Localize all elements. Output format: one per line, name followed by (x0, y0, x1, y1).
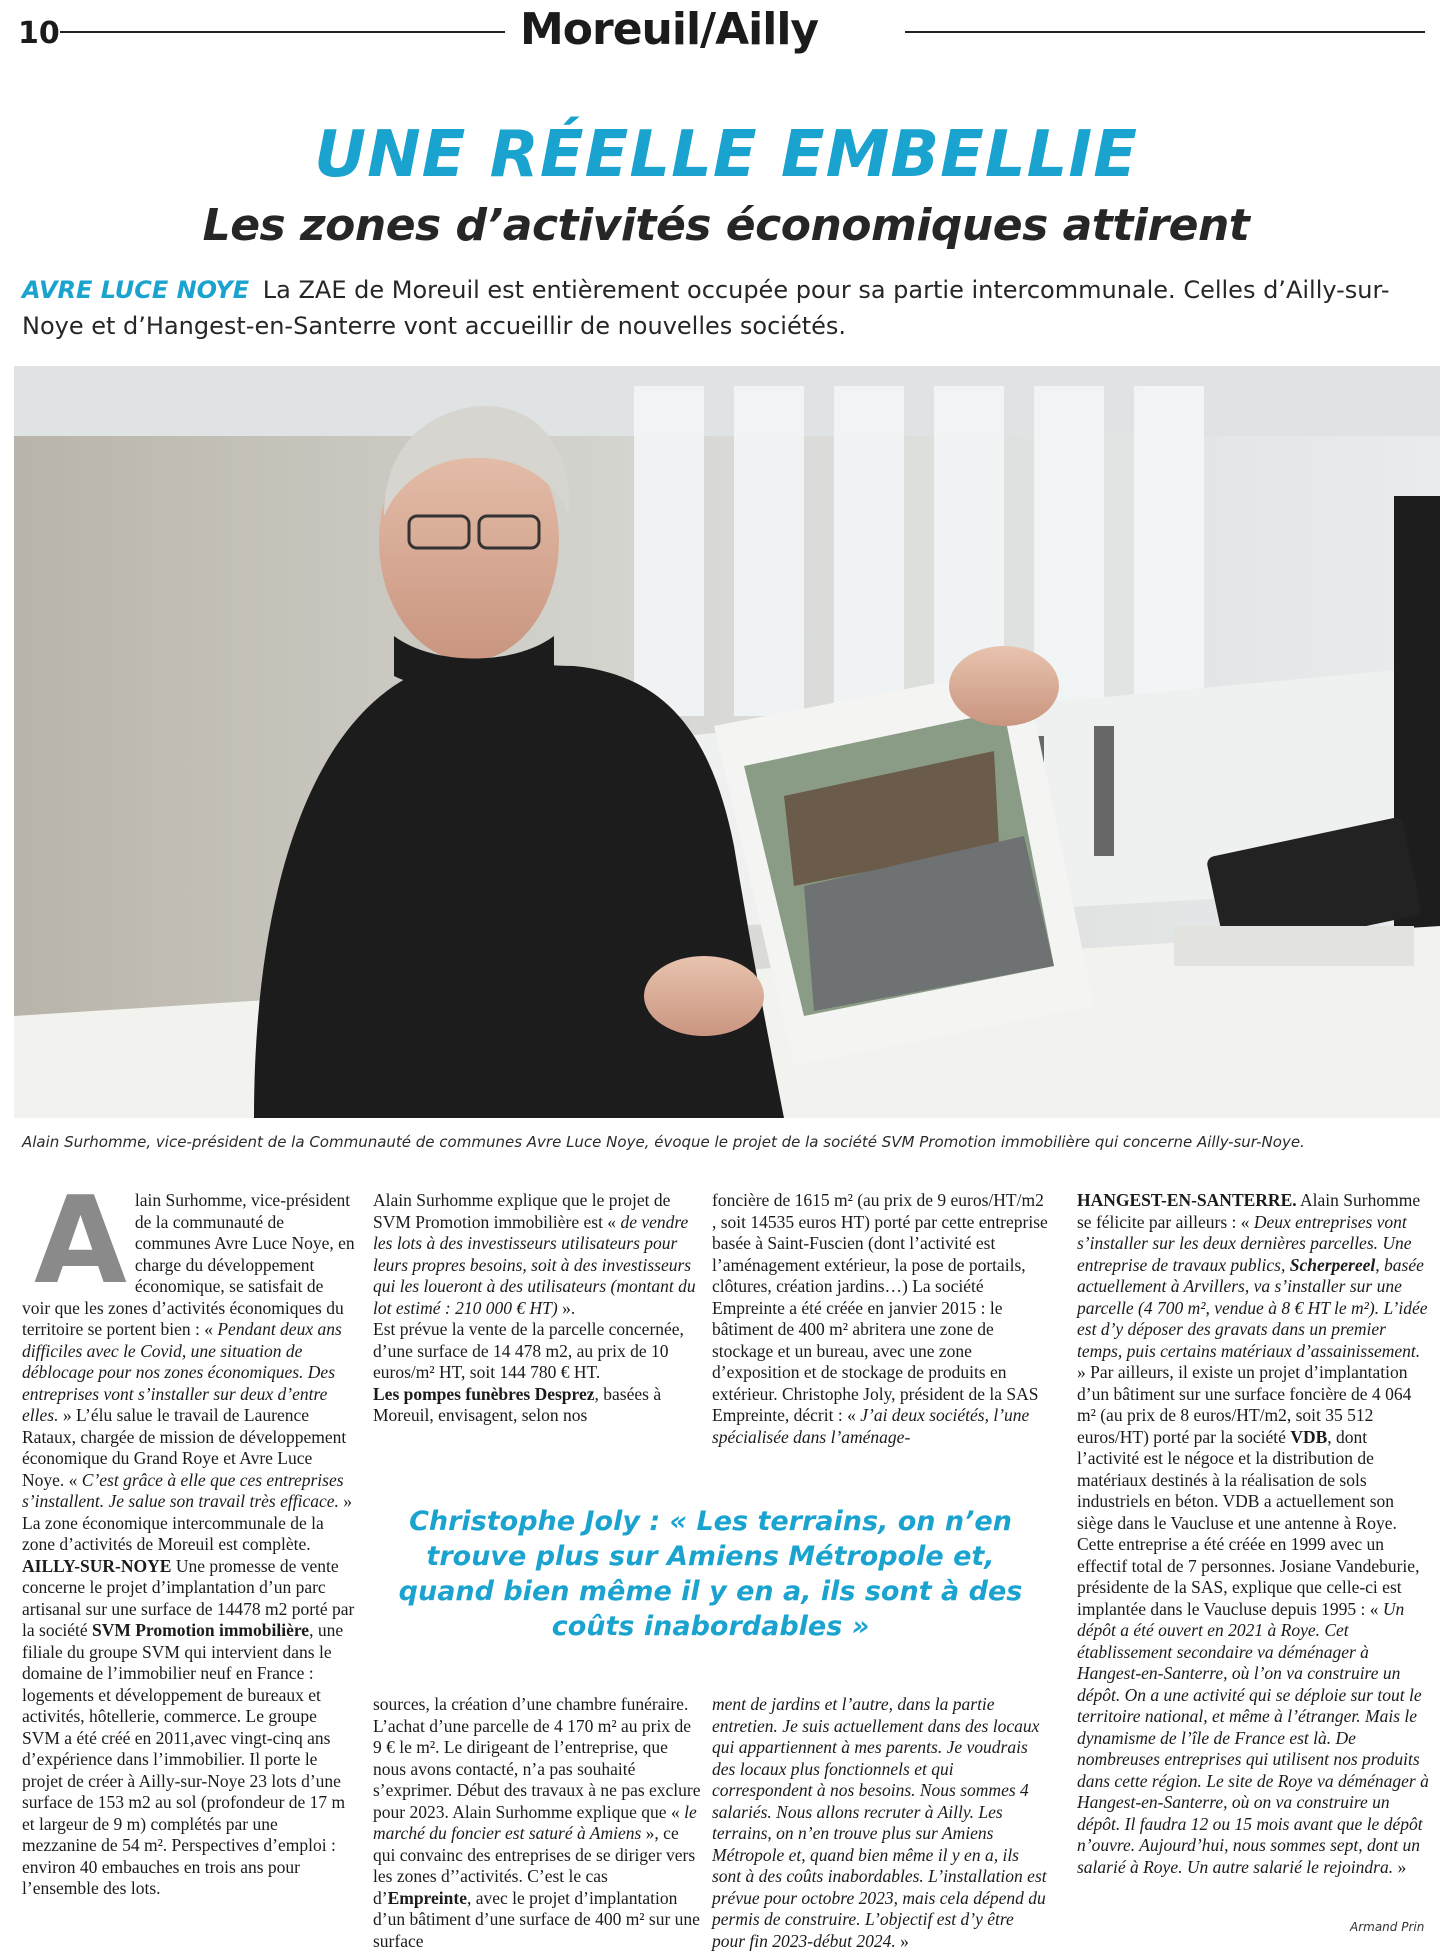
paragraph (373, 1694, 703, 1951)
bold-run: Empreinte (387, 1887, 467, 1908)
article-headline: Les zones d’activités économiques attirent (202, 200, 1250, 251)
text-run: , dont l’activité est le négoce et la distribution de matériaux destinés à la réalisation de sols industriels en béton. VDB a actuellement son siège dans le Vaucluse et une antenne à Roye. Cette entreprise a été créée en 1999 avec un effectif total de 7 personnes. Josiane Vandeburie, présidente de la SAS, explique que celle-ci est implantée dans le Vaucluse depuis 1995 : « (1077, 1426, 1420, 1619)
quote-run: ment de jardins et l’autre, dans la partie entretien. Je suis actuellement dans des locaux qui appartiennent à mes parents. Je voudrais des locaux plus fonctionnels et qui correspondent à nos besoins. Nous sommes 4 salariés. Nous allons recruter à Ailly. Les terrains, on n’en trouve plus sur Amiens Métropole et, quand bien même il y en a, ils sont à des coûts inabordables. L’installation est prévue pour octobre 2023, mais cela dépend du permis de construire. L’objectif est d’y être pour fin 2023-début 2024. (712, 1694, 1047, 1951)
page-number: 10 (18, 16, 60, 51)
lead-text: La ZAE de Moreuil est entièrement occupée pour sa partie intercommunale. Celles d’Ailly-sur-Noye et d’Hangest-en-Santerre vont accueillir de nouvelles sociétés. (22, 276, 1390, 340)
subhead: HANGEST-EN-SANTERRE. (1077, 1190, 1297, 1210)
photo-caption: Alain Surhomme, vice-président de la Communauté de communes Avre Luce Noye, évoque le projet de la société SVM Promotion immobilière qui concerne Ailly-sur-Noye. (22, 1133, 1305, 1151)
column-4 (1077, 1190, 1429, 1878)
text-run: » (895, 1930, 909, 1951)
quote-run: le marché du foncier est saturé à Amiens (373, 1801, 697, 1843)
bold-run: Les pompes funèbres Desprez (373, 1383, 595, 1404)
dropcap: A (34, 1172, 127, 1311)
quote-run: Deux entreprises vont s’installer sur les deux dernières parcelles. Une entreprise de travaux publics, (1077, 1211, 1412, 1275)
paragraph (22, 1556, 355, 1900)
quote-run: Un dépôt a été ouvert en 2021 à Roye. Cet établissement secondaire va déménager à Hangest-en-Santerre, où l’on va construire un dépôt. On a une activité qui se déploie sur tout le territoire national, et même à l’étranger. Mais le dynamisme de l’île de France est là. De nombreuses entreprises qui utilisent nos produits dans cette région. Le site de Roye va déménager à Hangest-en-Santerre, où on va construire un dépôt. Il faudra 12 ou 15 mois avant que le dépôt n’ouvre. Aujourd’hui, nous sommes sept, dont un salarié à Roye. Un autre salarié le rejoindra. (1077, 1598, 1429, 1877)
paragraph (22, 1172, 355, 1513)
paragraph (1077, 1190, 1429, 1878)
subhead: AILLY-SUR-NOYE (22, 1555, 172, 1576)
text-run: , une filiale du groupe SVM qui intervient dans le domaine de l’immobilier neuf en France : logements et développement de bureaux et activités, hôtellerie, commerce. Le groupe SVM a été créé en 2011,avec vingt-cinq ans d’expérience dans l’immobilier. Il porte le projet de créer à Ailly-sur-Noye 23 lots d’une surface de 153 m2 au sol (profondeur de 17 m et largeur de 9 m) complétés par une mezzanine de 54 m². Perspectives d’emploi : environ 40 embauches en trois ans pour l’ensemble des lots. (22, 1620, 346, 1898)
quote-run: de vendre les lots à des investisseurs utilisateurs pour leurs propres besoins, soit à des investisseurs qui les loueront à des utilisateurs (montant du lot estimé : 210 000 € HT) (373, 1211, 696, 1318)
bold-italic-run: Scherpereel (1289, 1254, 1376, 1275)
quote-run: , basée actuellement à Arvillers, va s’installer sur une parcelle (4 700 m², vendue à 8 € HT le m²). L’idée est d’y déposer des gravats dans un premier temps, puis certains matériaux d’assainissement. (1077, 1254, 1428, 1361)
column-1 (22, 1172, 355, 1900)
photographer-signature: Armand Prin (1350, 1920, 1425, 1934)
section-title: Moreuil/Ailly (520, 4, 819, 55)
text-run: sources, la création d’une chambre funéraire. L’achat d’une parcelle de 4 170 m² au prix de 9 € le m². Le dirigeant de l’entreprise, que nous avons contacté, n’a pas souhaité s’exprimer. Début des travaux à ne pas exclure pour 2023. Alain Surhomme explique que « (373, 1694, 701, 1822)
quote-run: J’ai deux sociétés, l’une spécialisée dans l’aménage- (712, 1405, 1030, 1447)
paragraph (373, 1190, 703, 1319)
column-3 (712, 1190, 1050, 1448)
text-run: ». (557, 1297, 576, 1318)
text-run: Alain Surhomme se félicite par ailleurs : « (1077, 1190, 1421, 1232)
text-run: , basées à Moreuil, envisagent, selon nos (373, 1383, 662, 1425)
paragraph: Est prévue la vente de la parcelle concernée, d’une surface de 14 478 m2, au prix de 10 euros/m² HT, soit 144 780 € HT. (373, 1319, 684, 1382)
article-kicker: UNE RÉELLE EMBELLIE (314, 118, 1138, 192)
text-run: , avec le projet d’implantation d’un bâtiment d’une surface de 400 m² sur une surface (373, 1887, 700, 1951)
article-photo (14, 366, 1440, 1118)
text-run: » (1393, 1856, 1407, 1877)
paragraph (712, 1190, 1050, 1448)
quote-run: C’est grâce à elle que ces entreprises s’installent. Je salue son travail très efficace. (22, 1469, 344, 1511)
column-2 (373, 1190, 703, 1427)
bold-run: VDB (1290, 1426, 1328, 1447)
lead-tag: AVRE LUCE NOYE (22, 276, 250, 304)
rule-right (905, 31, 1425, 33)
text-run: lain Surhomme, vice-président de la communauté de communes Avre Luce Noye, en charge du développement économique, se satisfait de voir que les zones d’activités économiques du territoire se portent bien : « (22, 1190, 355, 1339)
text-run: Une promesse de vente concerne le projet d’implantation d’un parc artisanal sur une surface de 14478 m2 porté par la société (22, 1555, 355, 1640)
text-run: », ce qui convainc des entreprises de se diriger vers les zones d’’activités. C’est le cas d’ (373, 1823, 696, 1908)
text-run: foncière de 1615 m² (au prix de 9 euros/HT/m2 , soit 14535 euros HT) porté par cette entreprise basée à Saint-Fuscien (dont l’activité est l’aménagement extérieur, la pose de portails, clôtures, création jardins…) La société Empreinte a été créée en janvier 2015 : le bâtiment de 400 m² abritera une zone de stockage et un bureau, avec une zone d’exposition et de stockage de produits en extérieur. Christophe Joly, président de la SAS Empreinte, décrit : « (712, 1190, 1048, 1425)
paragraph (373, 1384, 703, 1427)
text-run: » (338, 1491, 353, 1511)
column-3-continued (712, 1694, 1050, 1951)
article-lead (22, 272, 1432, 344)
pull-quote: Christophe Joly : « Les terrains, on n’en trouve plus sur Amiens Métropole et, quand bien même il y en a, ils sont à des coûts inabordables » (398, 1506, 1023, 1642)
rule-left (60, 31, 505, 33)
paragraph: La zone économique intercommunale de la zone d’activités de Moreuil est complète. (22, 1512, 324, 1554)
quote-run: Pendant deux ans difficiles avec le Covid, une situation de déblocage pour nos zones économiques. Des entreprises vont s’installer sur deux d’entre elles. (22, 1319, 342, 1425)
photo-illustration (14, 366, 1440, 1118)
text-run: Alain Surhomme explique que le projet de SVM Promotion immobilière est « (373, 1190, 671, 1232)
text-run: » Par ailleurs, il existe un projet d’implantation d’un bâtiment sur une surface foncière de 4 064 m² (au prix de 8 euros/HT/m2, soit 35 512 euros/HT) porté par la société (1077, 1362, 1412, 1447)
column-2-continued (373, 1694, 703, 1951)
paragraph (712, 1694, 1050, 1951)
text-run: » L’élu salue le travail de Laurence Rataux, chargée de mission de développement économique du Grand Roye et Avre Luce Noye. « (22, 1405, 347, 1490)
bold-run: SVM Promotion immobilière (91, 1620, 310, 1640)
